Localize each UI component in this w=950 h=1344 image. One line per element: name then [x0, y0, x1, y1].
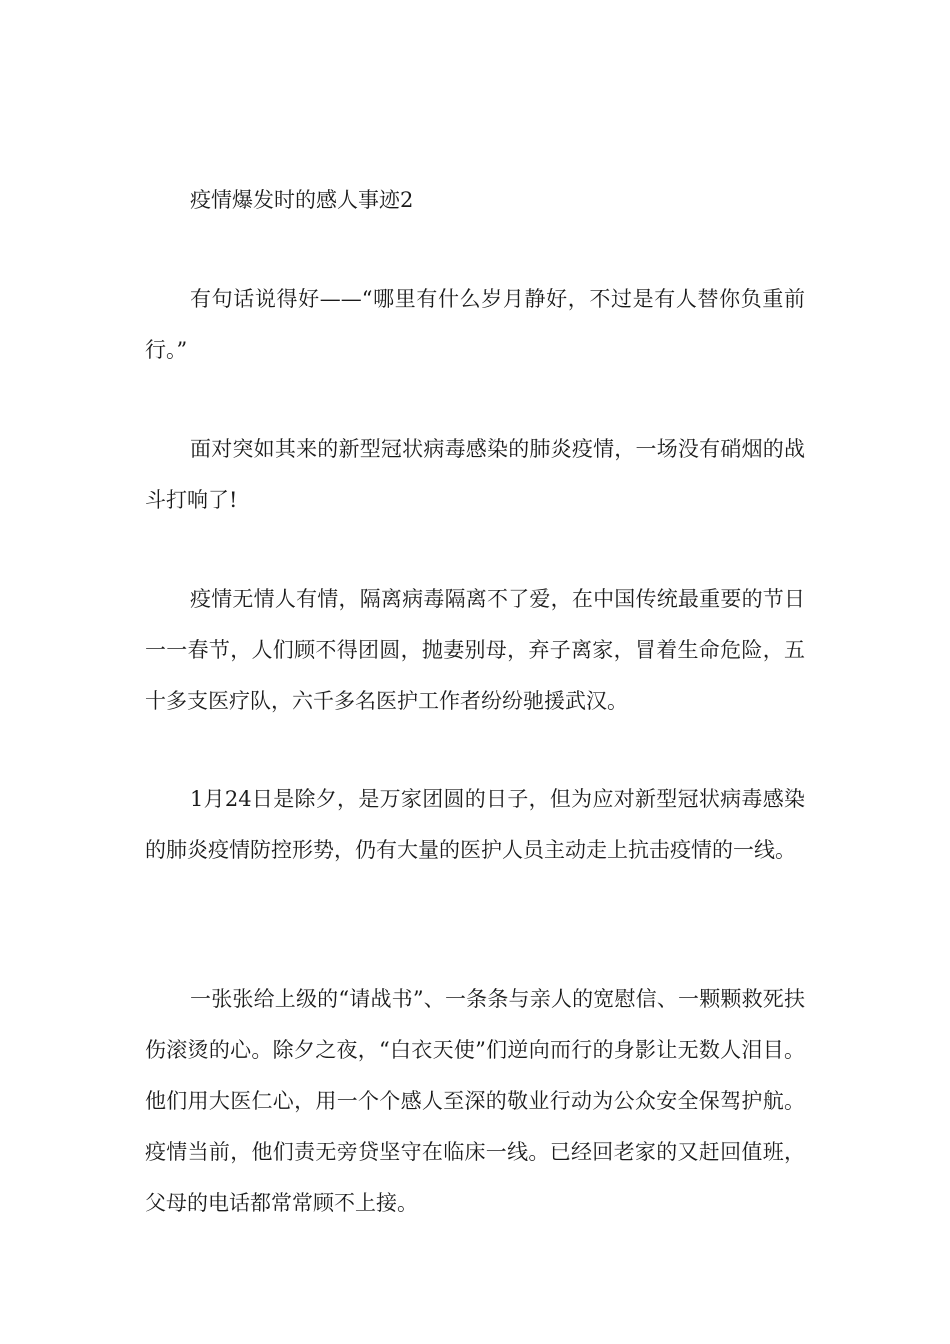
paragraph-4: 1月24日是除夕，是万家团圆的日子，但为应对新型冠状病毒感染的肺炎疫情防控形势，仍有大量的医护人员主动走上抗击疫情的一线。: [145, 787, 805, 862]
paragraph-1: 有句话说得好——“哪里有什么岁月静好，不过是有人替你负重前行。”: [145, 287, 805, 362]
document-title: 疫情爆发时的感人事迹2: [190, 188, 414, 212]
paragraph-2: 面对突如其来的新型冠状病毒感染的肺炎疫情，一场没有硝烟的战斗打响了!: [145, 437, 805, 512]
paragraph-3: 疫情无情人有情，隔离病毒隔离不了爱，在中国传统最重要的节日一一春节，人们顾不得团圆，抛妻别母，弃子离家，冒着生命危险，五十多支医疗队，六千多名医护工作者纷纷驰援武汉。: [145, 587, 805, 713]
paragraph-5: 一张张给上级的“请战书”、一条条与亲人的宽慰信、一颗颗救死扶伤滚烫的心。除夕之夜，“白衣天使”们逆向而行的身影让无数人泪目。他们用大医仁心，用一个个感人至深的敬业行动为公众安全保驾护航。疫情当前，他们责无旁贷坚守在临床一线。已经回老家的又赶回值班，父母的电话都常常顾不上接。: [145, 987, 805, 1215]
